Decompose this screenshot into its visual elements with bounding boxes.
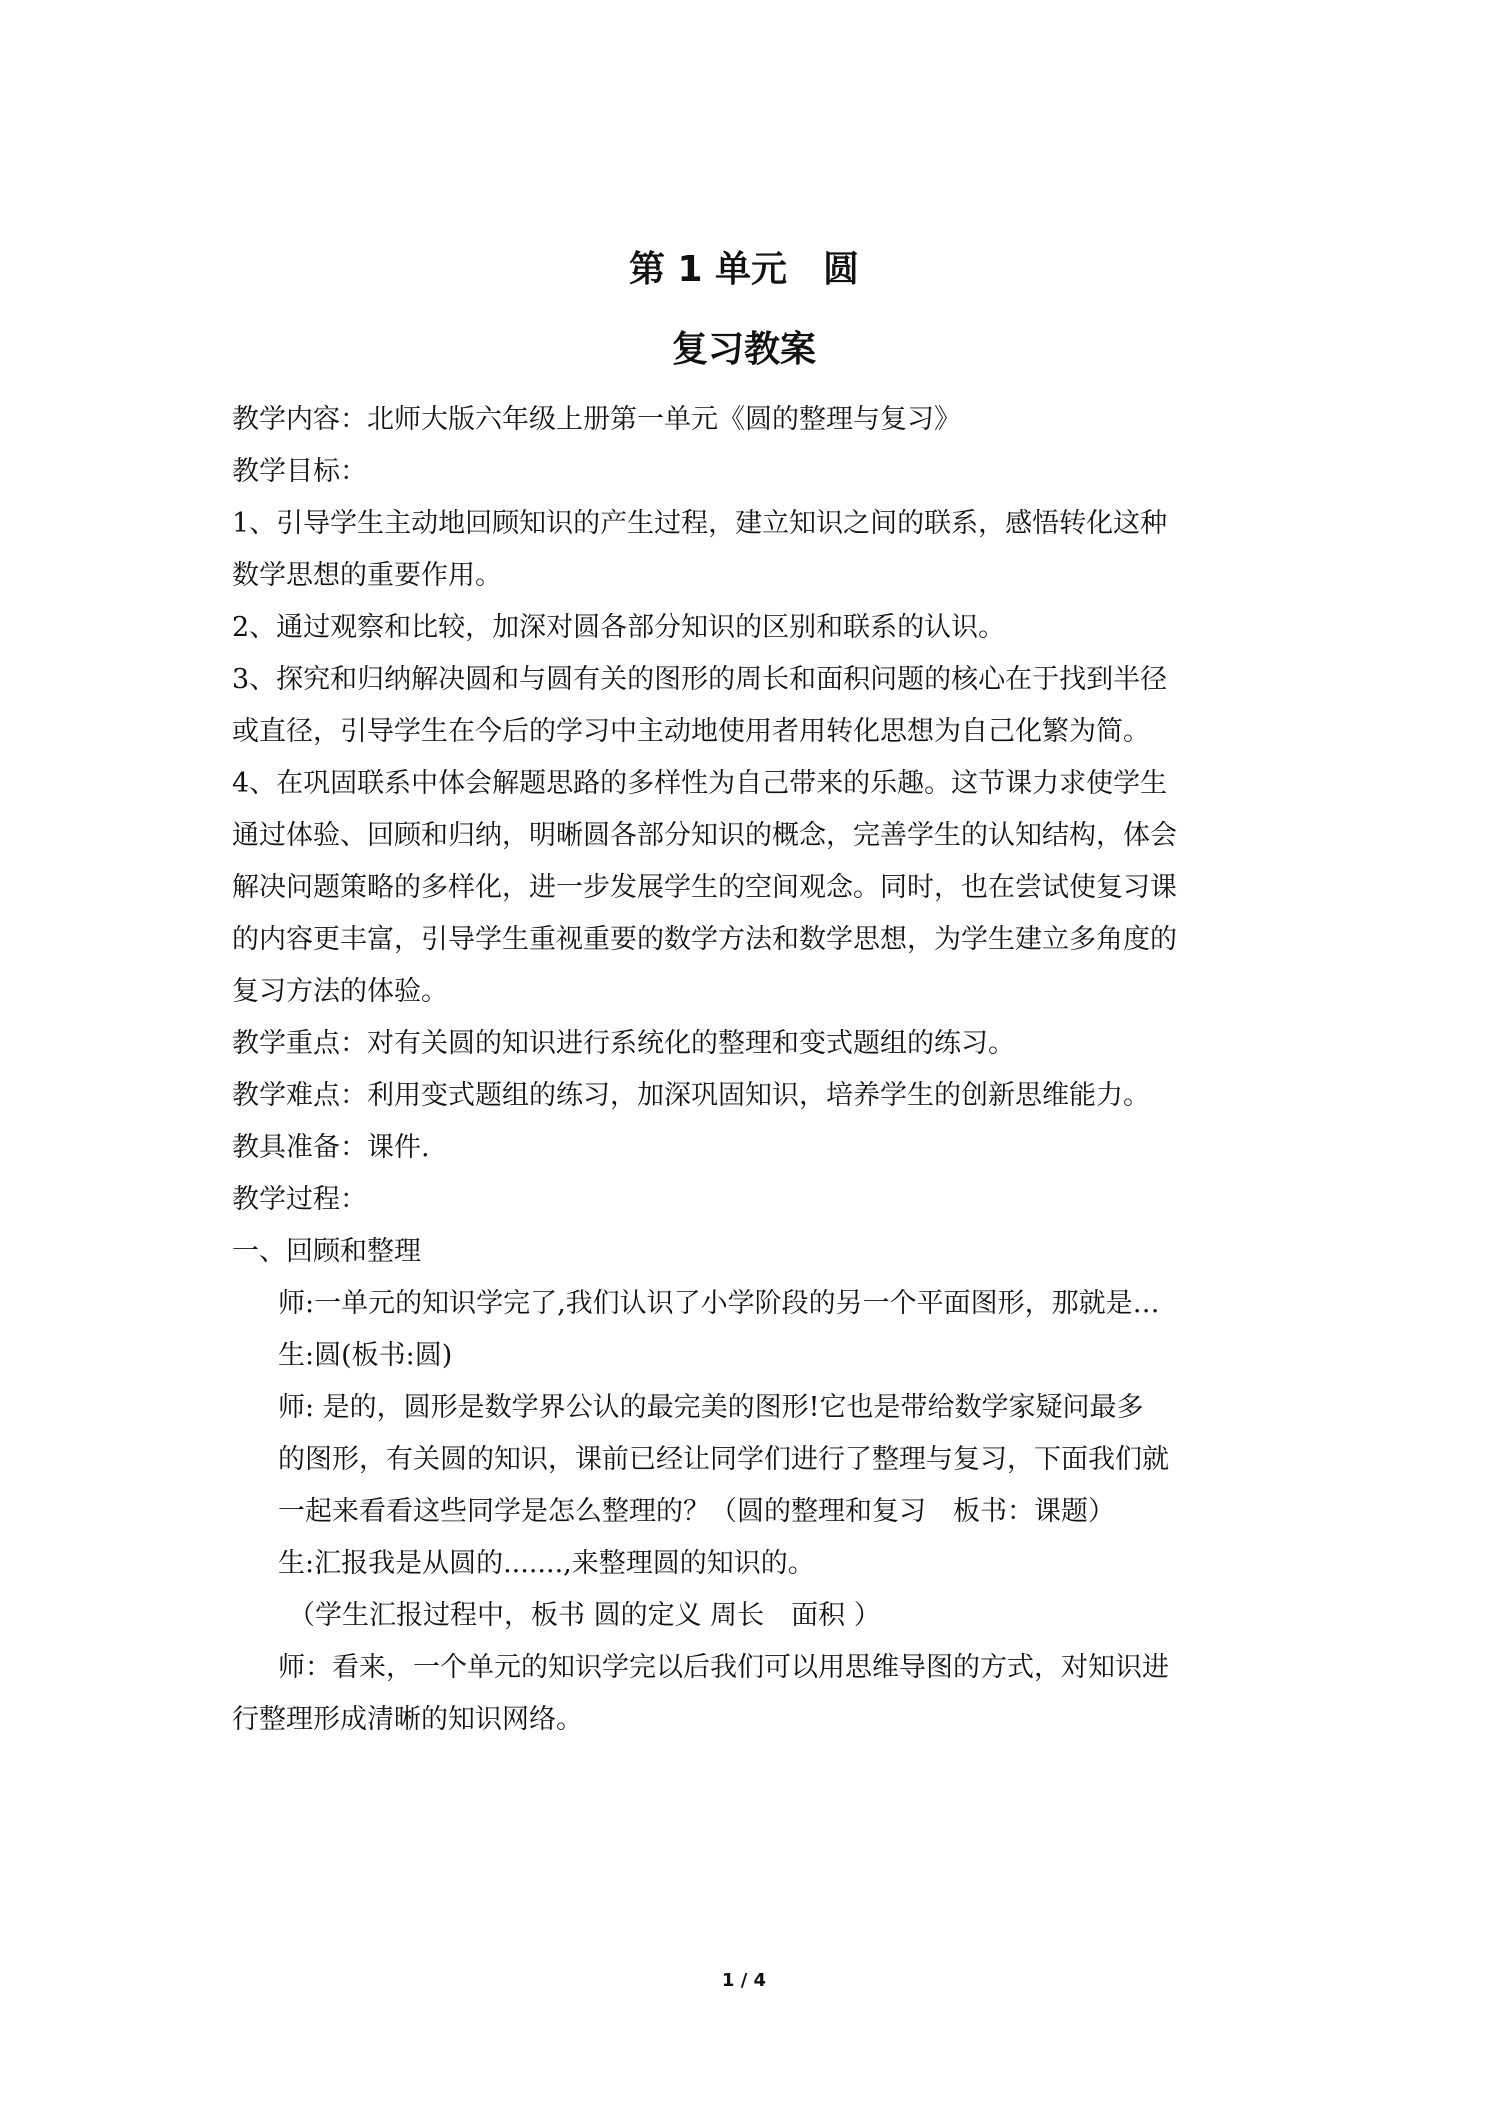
paragraph-line: 3、探究和归纳解决圆和与圆有关的图形的周长和面积问题的核心在于找到半径 (232, 664, 1168, 695)
paragraph-line: 的图形，有关圆的知识，课前已经让同学们进行了整理与复习，下面我们就 (278, 1444, 1169, 1475)
paragraph-line: 师：看来，一个单元的知识学完以后我们可以用思维导图的方式，对知识进 (278, 1652, 1169, 1683)
paragraph-line: 师:一单元的知识学完了,我们认识了小学阶段的另一个平面图形，那就是… (278, 1288, 1160, 1319)
paragraph-line: 师: 是的，圆形是数学界公认的最完美的图形!它也是带给数学家疑问最多 (278, 1392, 1144, 1423)
page-number: 1 / 4 (721, 1970, 767, 1991)
paragraph-line: 数学思想的重要作用。 (232, 560, 502, 591)
paragraph-line: 教学重点：对有关圆的知识进行系统化的整理和变式题组的练习。 (232, 1028, 1015, 1059)
paragraph-line: 解决问题策略的多样化，进一步发展学生的空间观念。同时，也在尝试使复习课 (232, 872, 1177, 903)
paragraph-line: 2、通过观察和比较，加深对圆各部分知识的区别和联系的认识。 (232, 612, 1006, 643)
paragraph-line: 4、在巩固联系中体会解题思路的多样性为自己带来的乐趣。这节课力求使学生 (232, 768, 1168, 799)
paragraph-line: 通过体验、回顾和归纳，明晰圆各部分知识的概念，完善学生的认知结构，体会 (232, 820, 1177, 851)
paragraph-line: 教学目标： (232, 456, 367, 487)
paragraph-line: 生:圆(板书:圆) (278, 1340, 453, 1371)
paragraph-line: 一起来看看这些同学是怎么整理的？（圆的整理和复习 板书：课题） (278, 1496, 1115, 1527)
document-body (232, 394, 1272, 1746)
paragraph-line: 行整理形成清晰的知识网络。 (232, 1704, 583, 1735)
paragraph-line: 或直径，引导学生在今后的学习中主动地使用者用转化思想为自己化繁为简。 (232, 716, 1150, 747)
paragraph-line: 生:汇报我是从圆的.......,来整理圆的知识的。 (278, 1548, 815, 1579)
document-title: 第 1 单元 圆 (628, 249, 860, 290)
paragraph-line: 1、引导学生主动地回顾知识的产生过程，建立知识之间的联系，感悟转化这种 (232, 508, 1168, 539)
paragraph-line: 的内容更丰富，引导学生重视重要的数学方法和数学思想，为学生建立多角度的 (232, 924, 1177, 955)
paragraph-line: 复习方法的体验。 (232, 976, 448, 1007)
paragraph-line: 教学内容：北师大版六年级上册第一单元《圆的整理与复习》 (232, 404, 961, 435)
paragraph-line: （学生汇报过程中，板书 圆的定义 周长 面积 ） (288, 1600, 881, 1631)
paragraph-line: 教具准备：课件. (232, 1132, 430, 1163)
paragraph-line: 一、回顾和整理 (232, 1236, 421, 1267)
paragraph-line: 教学过程： (232, 1184, 367, 1215)
paragraph-line: 教学难点：利用变式题组的练习，加深巩固知识，培养学生的创新思维能力。 (232, 1080, 1150, 1111)
document-subtitle: 复习教案 (671, 329, 816, 370)
